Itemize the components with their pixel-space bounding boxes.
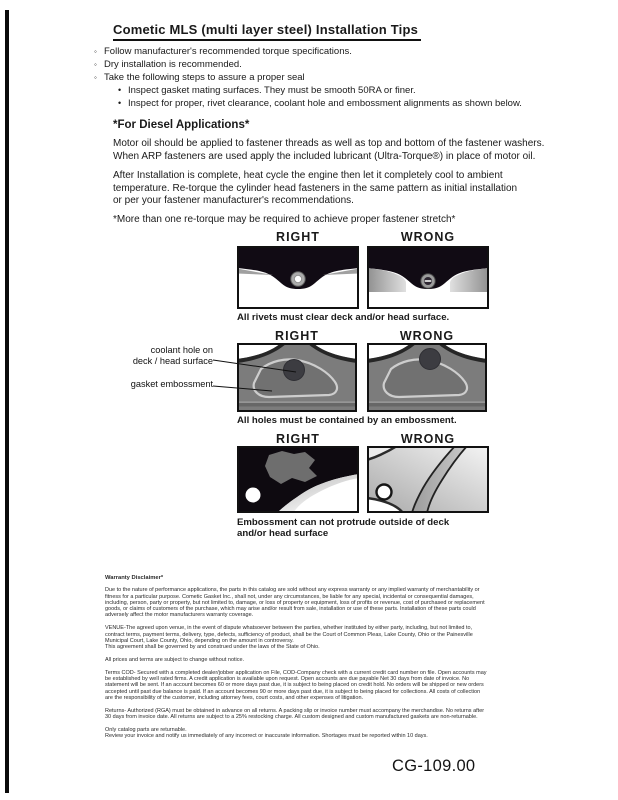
diagram3-panels <box>237 446 489 513</box>
right-label: RIGHT <box>275 329 319 343</box>
diagram2-labels <box>237 329 487 343</box>
diagram2-panels <box>237 343 487 412</box>
legal-paragraph: Due to the nature of performance applications, the parts in this catalog are sold without any express warranty or any implied warranty of merchantability or fitness for a particular purpose. Cometic Gasket Inc., shall not, under any circumstances, be liable for any special, incidental or consequential damages, including, person, party or property, but not limited to, damage, or loss of property or equipment, loss of profits or revenue, cost of purchased or replacement goods, or claims of customers of the purchase, which may arise and/or result from sale, installation or use of these parts. Installation of these parts could adversely affect the motor manufacturers warranty coverage. <box>105 587 485 619</box>
coolant-hole-wrong-diagram <box>367 343 487 412</box>
list-item-text: Dry installation is recommended. <box>104 59 242 70</box>
list-sub-item <box>118 97 522 110</box>
dot-bullet-icon: • <box>118 98 122 108</box>
legal-paragraph: Terms COD- Secured with a completed dealer/jobber application on File, COD-Company check with a current credit card number on file. Open accounts may be established by well rated firms. A credit application is available upon request. Open accounts are due payable Net 30 days from date of invoice. No statement will be sent. If an account becomes 60 or more days past due, it is subject to being placed on credit hold. No orders will be shipped or new orders accepted until past due balance is paid. If an account becomes 90 or more days past due, it is subject to being placed for collections. All costs of collection are the responsibility of the customer, including attorney fees, court costs, and other expenses of litigation. <box>105 669 487 701</box>
right-label: RIGHT <box>276 432 320 446</box>
embossment-wrong-diagram <box>367 446 489 513</box>
page-number: CG-109.00 <box>392 757 476 775</box>
installation-tips-list <box>94 45 522 110</box>
legal-paragraph: VENUE-The agreed upon venue, in the event of dispute whatsoever between the parties, whether instituted by either party, including, but not limited to, contract terms, payment terms, delivery, type, defects, sufficiency of product, shall be the Court of Common Pleas, Lake County, Ohio or the Painesville Municipal Court, Lake County, Ohio, depending on the amount in controversy. This agreement shall be governed by and construed under the laws of the State of Ohio. <box>105 625 473 651</box>
rivet-clearance-right-diagram <box>237 246 359 309</box>
list-item-text: Follow manufacturer's recommended torque specifications. <box>104 46 352 57</box>
wrong-label: WRONG <box>400 432 456 446</box>
list-item <box>94 71 522 84</box>
gasket-embossment-annotation: gasket embossment <box>130 379 213 389</box>
diesel-applications-section <box>113 119 545 234</box>
list-item-text: Inspect for proper, rivet clearance, coolant hole and embossment alignments as shown below. <box>128 98 522 109</box>
section-heading: *For Diesel Applications* <box>113 119 250 131</box>
rivet-clearance-wrong-diagram <box>367 246 489 309</box>
diagram2-caption: All holes must be contained by an embossment. <box>237 415 457 426</box>
diagram3-caption: Embossment can not protrude outside of deck and/or head surface <box>237 517 450 539</box>
diagram1-panels <box>237 246 489 309</box>
list-item <box>94 45 522 58</box>
right-label: RIGHT <box>276 230 320 244</box>
page-title: Cometic MLS (multi layer steel) Installation Tips <box>113 22 421 41</box>
list-item-text: Inspect gasket mating surfaces. They must be smooth 50RA or finer. <box>128 85 416 96</box>
coolant-hole-right-diagram <box>237 343 357 412</box>
wrong-label: WRONG <box>400 230 456 244</box>
diagram3-labels <box>237 432 489 446</box>
diagram1-caption: All rivets must clear deck and/or head surface. <box>237 312 450 323</box>
bullet-icon: ◦ <box>94 47 97 56</box>
warranty-disclaimer-heading: Warranty Disclaimer* <box>105 575 164 581</box>
diagram1-labels <box>237 230 489 244</box>
list-item <box>94 58 522 71</box>
paragraph: Motor oil should be applied to fastener threads as well as top and bottom of the fastener washers. When ARP fasteners are used apply the included lubricant (Ultra-Torque®) in place of motor oil. <box>113 138 545 162</box>
wrong-label: WRONG <box>399 329 455 343</box>
embossment-right-diagram <box>237 446 359 513</box>
legal-paragraph: Only catalog parts are returnable. Review your invoice and notify us immediately of any incorrect or inaccurate information. Shortages must be reported within 10 days. <box>105 726 428 740</box>
scan-edge-line <box>5 10 9 793</box>
bullet-icon: ◦ <box>94 73 97 82</box>
retorque-note: *More than one re-torque may be required to achieve proper fastener stretch* <box>113 214 456 226</box>
legal-disclaimer-section <box>105 575 545 746</box>
list-sub-item <box>118 84 522 97</box>
coolant-hole-annotation: coolant hole on deck / head surface <box>132 345 213 366</box>
legal-paragraph: Returns- Authorized (RGA) must be obtained in advance on all returns. A packing slip or invoice number must accompany the merchandise. No returns after 30 days from invoice date. All returns are subject to a 25% restocking charge. All custom designed and custom manufactured gaskets are non-returnable. <box>105 707 485 721</box>
bullet-icon: ◦ <box>94 60 97 69</box>
paragraph: After Installation is complete, heat cycle the engine then let it completely cool to ambient temperature. Re-torque the cylinder head fasteners in the same pattern as initial installation or per your fastener manufacturer's recommendations. <box>113 170 518 207</box>
legal-paragraph: All prices and terms are subject to change without notice. <box>105 656 245 663</box>
dot-bullet-icon: • <box>118 85 122 95</box>
list-item-text: Take the following steps to assure a proper seal <box>104 72 305 83</box>
